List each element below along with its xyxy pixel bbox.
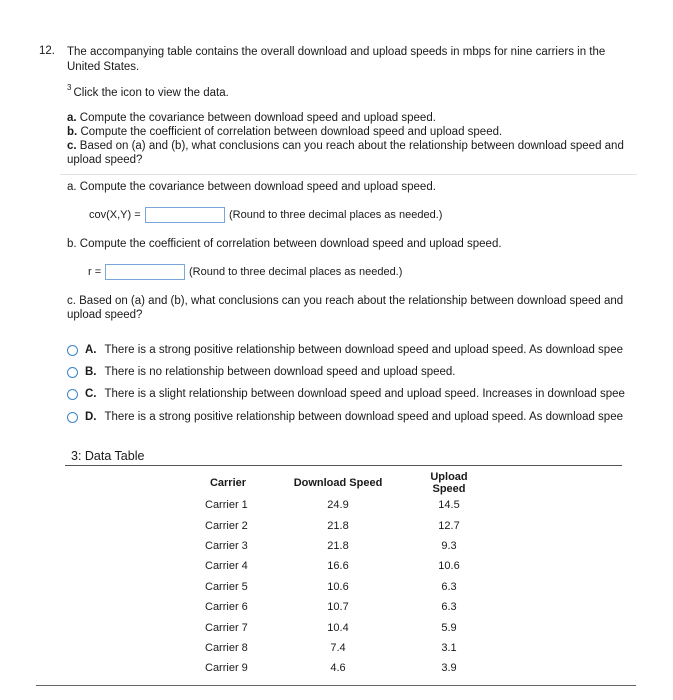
option-a-text: There is a strong positive relationship between download speed and upload speed. As download spee: [104, 344, 623, 356]
upload-cell: 5.9: [441, 621, 457, 634]
carrier-cell: Carrier 1: [205, 499, 248, 512]
table-row: [196, 515, 482, 535]
upload-cell: 3.9: [441, 662, 457, 675]
table-row: [196, 577, 482, 597]
download-cell: 10.6: [327, 580, 349, 593]
carrier-cell: Carrier 2: [205, 519, 248, 532]
data-table-bottom-rule: [36, 685, 636, 686]
download-cell: 10.4: [327, 621, 349, 634]
header-download-speed: Download Speed: [293, 477, 383, 489]
radio-option-a[interactable]: [67, 345, 78, 356]
upload-cell: 3.1: [441, 641, 457, 654]
footnote-text: Click the icon to view the data.: [73, 86, 229, 99]
option-c[interactable]: [67, 386, 667, 402]
upload-cell: 14.5: [438, 499, 460, 512]
table-header-row: [196, 471, 482, 495]
table-row: [196, 658, 482, 678]
download-cell: 10.7: [327, 601, 349, 614]
radio-option-c[interactable]: [67, 389, 78, 400]
part-b-prompt: b. Compute the coefficient of correlation between download speed and upload speed.: [67, 126, 503, 138]
option-d-letter: D.: [85, 411, 97, 423]
carrier-cell: Carrier 3: [205, 539, 248, 552]
covariance-hint: (Round to three decimal places as needed.): [229, 209, 443, 221]
download-cell: 21.8: [327, 539, 349, 552]
data-table: [196, 471, 482, 679]
carrier-cell: Carrier 5: [205, 580, 248, 593]
part-a-prompt: a. Compute the covariance between download speed and upload speed.: [67, 112, 436, 124]
data-icon-link[interactable]: [67, 84, 229, 99]
carrier-cell: Carrier 9: [205, 662, 248, 675]
option-b-text: There is no relationship between download speed and upload speed.: [104, 366, 456, 378]
carrier-cell: Carrier 8: [205, 641, 248, 654]
upload-cell: 9.3: [441, 539, 457, 552]
download-cell: 24.9: [327, 499, 349, 512]
table-row: [196, 536, 482, 556]
table-row: [196, 638, 482, 658]
header-carrier: Carrier: [209, 477, 247, 489]
upload-cell: 6.3: [441, 580, 457, 593]
option-d-text: There is a strong positive relationship between download speed and upload speed. As download spee: [104, 411, 623, 423]
option-a[interactable]: [67, 342, 667, 358]
option-b-letter: B.: [85, 366, 97, 378]
carrier-cell: Carrier 6: [205, 601, 248, 614]
table-row: [196, 556, 482, 576]
part-b-label: b. Compute the coefficient of correlation between download speed and upload speed.: [67, 238, 502, 250]
question-text: The accompanying table contains the overall download and upload speeds in mbps for nine carriers in the United States.: [67, 46, 606, 73]
radio-option-b[interactable]: [67, 367, 78, 378]
carrier-cell: Carrier 4: [205, 560, 248, 573]
section-divider: [60, 174, 637, 175]
part-c-prompt: c. Based on (a) and (b), what conclusions can you reach about the relationship between download speed and upload speed?: [67, 140, 624, 166]
table-row: [196, 495, 482, 515]
radio-option-d[interactable]: [67, 412, 78, 423]
question-parts: [67, 111, 637, 167]
table-row: [196, 617, 482, 637]
option-d[interactable]: [67, 409, 667, 425]
footnote-marker: 3: [67, 83, 72, 92]
correlation-formula-label: r =: [88, 266, 102, 278]
carrier-cell: Carrier 7: [205, 621, 248, 634]
download-cell: 16.6: [327, 560, 349, 573]
option-c-letter: C.: [85, 388, 97, 400]
download-cell: 4.6: [330, 662, 346, 675]
download-cell: 21.8: [327, 519, 349, 532]
data-table-top-rule: [65, 465, 622, 466]
part-a-label: a. Compute the covariance between download speed and upload speed.: [67, 181, 436, 193]
correlation-input[interactable]: [105, 264, 185, 280]
question-number: 12.: [39, 45, 55, 57]
option-c-text: There is a slight relationship between download speed and upload speed. Increases in download spee: [104, 388, 625, 400]
option-a-letter: A.: [85, 344, 97, 356]
covariance-input[interactable]: [145, 207, 225, 223]
upload-cell: 6.3: [441, 601, 457, 614]
option-b[interactable]: [67, 364, 667, 380]
table-row: [196, 597, 482, 617]
download-cell: 7.4: [330, 641, 346, 654]
header-upload-speed: Upload Speed: [430, 471, 468, 495]
upload-cell: 10.6: [438, 560, 460, 573]
data-table-title: 3: Data Table: [71, 449, 145, 463]
part-c-label: c. Based on (a) and (b), what conclusions can you reach about the relationship between download speed and upload speed?: [67, 295, 624, 321]
covariance-formula-label: cov(X,Y) =: [89, 209, 141, 221]
upload-cell: 12.7: [438, 519, 460, 532]
correlation-hint: (Round to three decimal places as needed.): [189, 266, 403, 278]
